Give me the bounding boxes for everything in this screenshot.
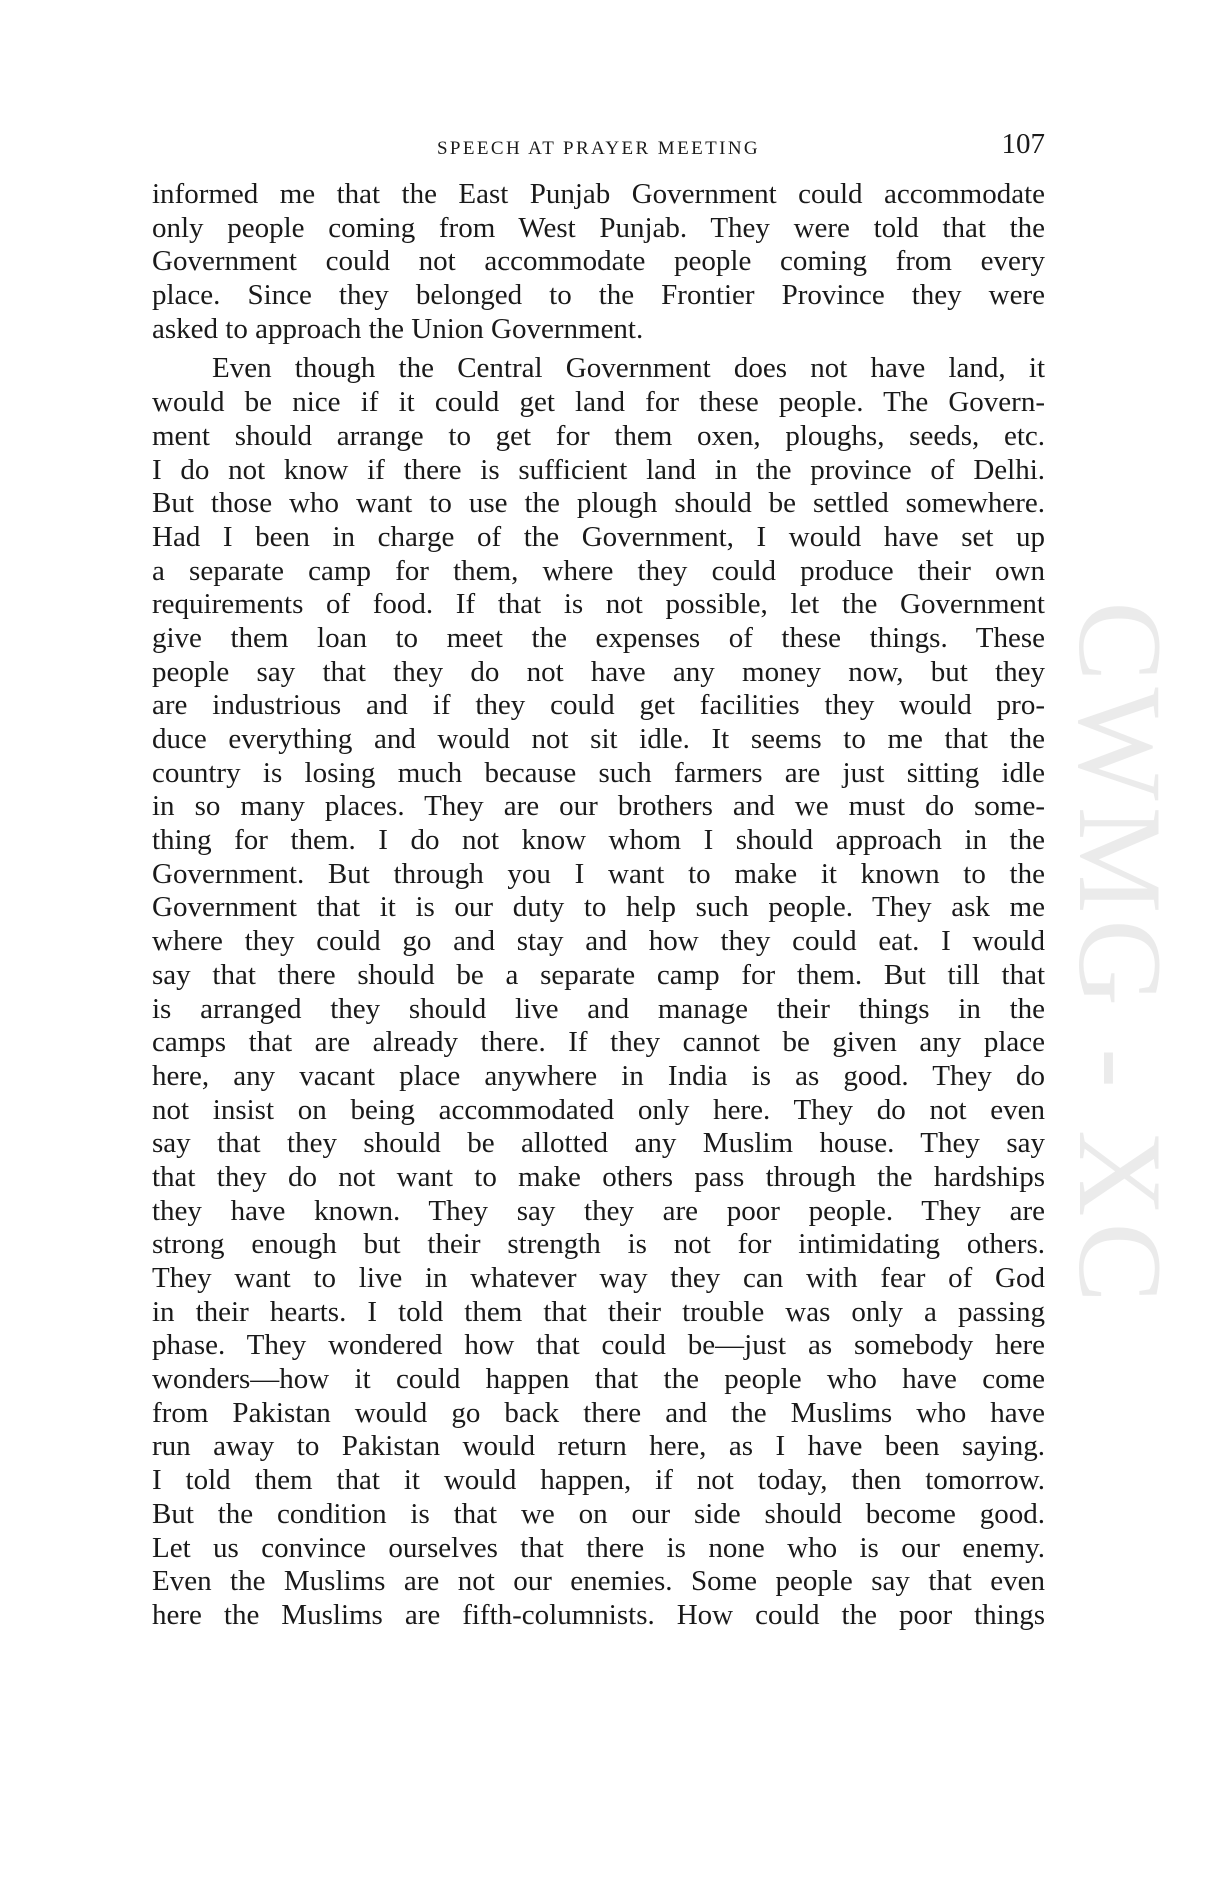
text-line: I told them that it would happen, if not today, then tomorrow.	[152, 1464, 1045, 1497]
text-line: Had I been in charge of the Government, I would have set up	[152, 520, 1045, 553]
text-line: phase. They wondered how that could be—just as somebody here	[152, 1329, 1045, 1362]
text-line: Government could not accommodate people coming from every	[152, 245, 1045, 278]
text-line: informed me that the East Punjab Government could accommodate	[152, 178, 1045, 210]
text-line: wonders—how it could happen that the people who have come	[152, 1363, 1045, 1396]
text-line: ment should arrange to get for them oxen, ploughs, seeds, etc.	[152, 419, 1045, 452]
watermark	[1055, 540, 1185, 1370]
text-line: say that they should be allotted any Muslim house. They say	[152, 1127, 1045, 1160]
text-line: But the condition is that we on our side should become good.	[152, 1497, 1045, 1530]
page-number: 107	[1001, 128, 1045, 160]
text-line: place. Since they belonged to the Frontier Province they were	[152, 279, 1045, 312]
text-line: people say that they do not have any money now, but they	[152, 655, 1045, 688]
watermark-text: CWMG - XC	[1054, 601, 1187, 1309]
text-line: thing for them. I do not know whom I should approach in the	[152, 824, 1045, 857]
text-line: only people coming from West Punjab. They were told that the	[152, 211, 1045, 244]
paragraph	[152, 178, 1045, 346]
text-line: requirements of food. If that is not possible, let the Government	[152, 588, 1045, 621]
text-line: not insist on being accommodated only here. They do not even	[152, 1093, 1045, 1126]
text-line: they have known. They say they are poor people. They are	[152, 1194, 1045, 1227]
text-line: run away to Pakistan would return here, as I have been saying.	[152, 1430, 1045, 1463]
text-line: here the Muslims are fifth-columnists. How could the poor things	[152, 1598, 1045, 1631]
body-text	[152, 178, 1045, 1633]
text-line: Government that it is our duty to help such people. They ask me	[152, 891, 1045, 924]
text-line: would be nice if it could get land for these people. The Govern-	[152, 386, 1045, 419]
text-line: from Pakistan would go back there and the Muslims who have	[152, 1396, 1045, 1429]
text-line: is arranged they should live and manage their things in the	[152, 992, 1045, 1025]
text-line: Even the Muslims are not our enemies. Some people say that even	[152, 1565, 1045, 1598]
text-line: They want to live in whatever way they can with fear of God	[152, 1262, 1045, 1294]
text-line: in their hearts. I told them that their trouble was only a passing	[152, 1295, 1045, 1328]
text-line: strong enough but their strength is not for intimidating others.	[152, 1228, 1045, 1261]
running-head: SPEECH AT PRAYER MEETING	[436, 138, 761, 159]
text-line: Even though the Central Government does not have land, it	[212, 352, 1045, 385]
text-line: camps that are already there. If they cannot be given any place	[152, 1026, 1045, 1059]
text-line: say that there should be a separate camp for them. But till that	[152, 958, 1045, 991]
text-line: Let us convince ourselves that there is none who is our enemy.	[152, 1531, 1045, 1564]
text-line: Government. But through you I want to make it known to the	[152, 857, 1045, 890]
text-line: I do not know if there is sufficient land in the province of Delhi.	[152, 453, 1045, 486]
text-line: are industrious and if they could get facilities they would pro-	[152, 689, 1045, 722]
text-line: give them loan to meet the expenses of these things. These	[152, 621, 1045, 654]
text-line: a separate camp for them, where they could produce their own	[152, 554, 1045, 587]
text-line: But those who want to use the plough should be settled somewhere.	[152, 487, 1045, 520]
text-line: in so many places. They are our brothers and we must do some-	[152, 790, 1045, 823]
text-line: duce everything and would not sit idle. It seems to me that the	[152, 723, 1045, 755]
text-line: country is losing much because such farmers are just sitting idle	[152, 756, 1045, 789]
text-line: asked to approach the Union Government.	[152, 312, 644, 345]
text-line: here, any vacant place anywhere in India is as good. They do	[152, 1059, 1045, 1092]
text-line: that they do not want to make others pass through the hardships	[152, 1160, 1045, 1193]
paragraph	[152, 352, 1045, 1632]
text-line: where they could go and stay and how they could eat. I would	[152, 925, 1045, 958]
page-header	[152, 128, 1045, 168]
